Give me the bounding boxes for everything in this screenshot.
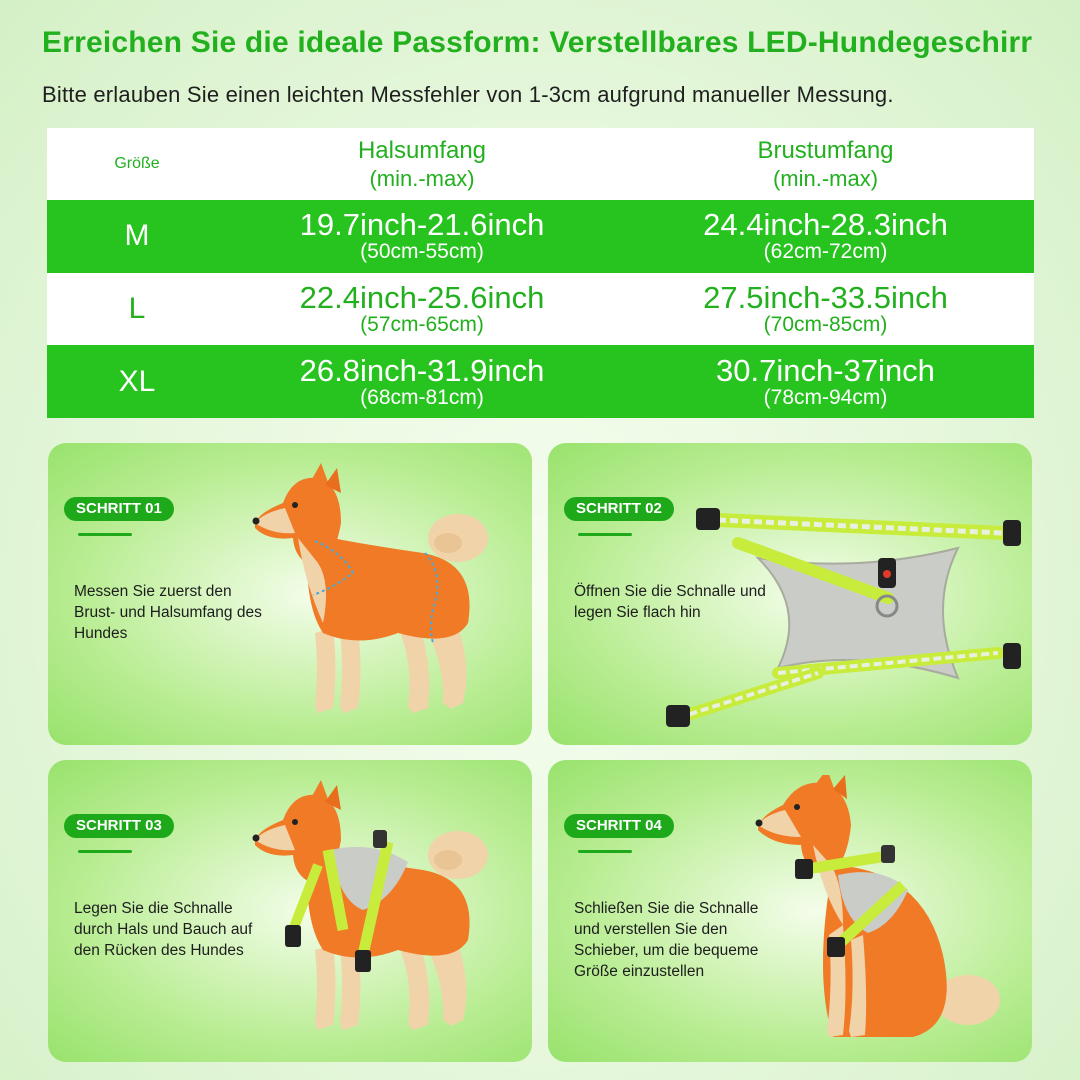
neck-cm: (57cm-65cm): [360, 312, 484, 336]
chest-range-cell: [617, 200, 1034, 273]
size-row-l: [47, 273, 1034, 346]
size-row-m: [47, 200, 1034, 273]
step-card-1: [48, 443, 532, 745]
chest-column-header: [617, 128, 1034, 200]
neck-range-cell: [227, 273, 617, 346]
step-instruction: Legen Sie die Schnalle durch Hals und Bauch auf den Rücken des Hundes: [74, 900, 253, 959]
size-column-header: Größe: [114, 155, 160, 172]
step-underline: [78, 533, 132, 536]
chest-header-label: Brustumfang: [757, 137, 894, 164]
neck-header-sub: (min.-max): [369, 166, 475, 191]
neck-inch: 22.4inch-25.6inch: [299, 279, 545, 315]
neck-inch: 19.7inch-21.6inch: [299, 207, 545, 243]
size-table-header-row: [47, 128, 1034, 200]
step-badge: SCHRITT 03: [64, 814, 174, 838]
neck-header-label: Halsumfang: [357, 137, 487, 164]
step-instruction: Schließen Sie die Schnalle und verstellen Sie den Schieber, um die bequeme Größe einzustellen: [574, 900, 759, 980]
size-row-xl: [47, 345, 1034, 418]
neck-range-cell: [227, 200, 617, 273]
dog-sitting-harness-illustration: [743, 775, 1023, 1055]
step-underline: [578, 533, 632, 536]
dog-harness-on-illustration: [223, 780, 523, 1055]
page-title: Erreichen Sie die ideale Passform: Verstellbares LED-Hundegeschirr: [42, 26, 1033, 59]
chest-inch: 30.7inch-37inch: [716, 352, 935, 388]
size-label: XL: [118, 364, 156, 398]
step-card-3: [48, 760, 532, 1062]
step-badge: SCHRITT 04: [564, 814, 674, 838]
step-instruction: Öffnen Sie die Schnalle und legen Sie flach hin: [574, 583, 766, 621]
harness-flat-illustration: [658, 498, 1028, 738]
neck-range-cell: [227, 345, 617, 418]
step-underline: [578, 850, 632, 853]
chest-range-cell: [617, 273, 1034, 346]
neck-cm: (50cm-55cm): [360, 240, 484, 264]
chest-range-cell: [617, 345, 1034, 418]
chest-inch: 24.4inch-28.3inch: [703, 207, 948, 243]
neck-column-header: [227, 128, 617, 200]
chest-inch: 27.5inch-33.5inch: [703, 279, 948, 315]
step-card-4: [548, 760, 1032, 1062]
chest-cm: (70cm-85cm): [763, 312, 888, 336]
step-underline: [78, 850, 132, 853]
step-card-2: [548, 443, 1032, 745]
dog-measure-illustration: [223, 463, 523, 738]
neck-inch: 26.8inch-31.9inch: [299, 352, 545, 388]
chest-cm: (62cm-72cm): [763, 240, 888, 264]
size-chart-table: [47, 128, 1034, 418]
size-label: M: [124, 219, 150, 253]
size-label: L: [128, 291, 146, 325]
step-instruction: Messen Sie zuerst den Brust- und Halsumfang des Hundes: [74, 583, 262, 642]
measurement-note: Bitte erlauben Sie einen leichten Messfehler von 1-3cm aufgrund manueller Messung.: [42, 82, 894, 107]
chest-header-sub: (min.-max): [772, 166, 879, 191]
step-badge: SCHRITT 01: [64, 497, 174, 521]
step-badge: SCHRITT 02: [564, 497, 674, 521]
chest-cm: (78cm-94cm): [763, 385, 888, 409]
neck-cm: (68cm-81cm): [360, 385, 484, 409]
